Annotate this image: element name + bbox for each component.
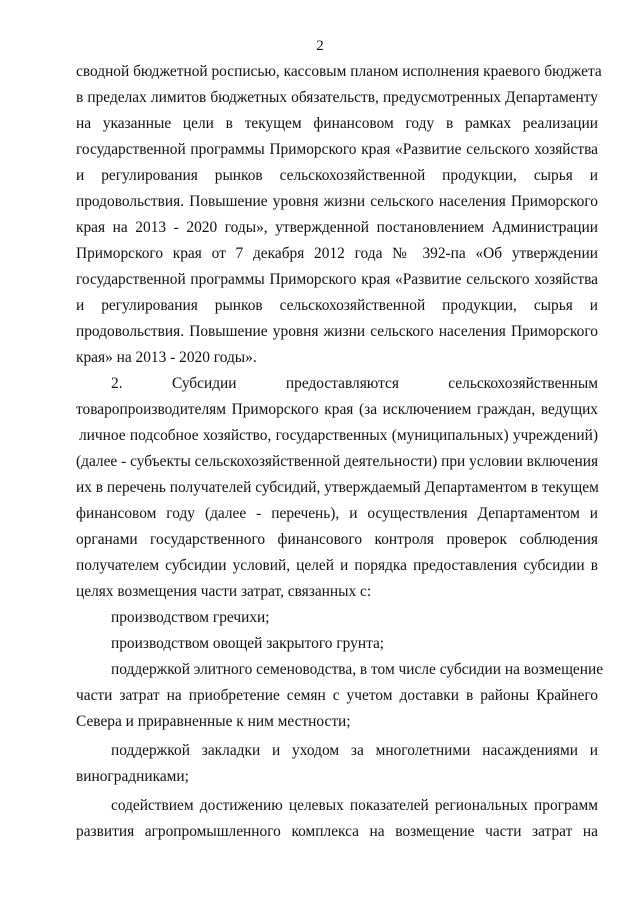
list-item: производством овощей закрытого грунта; xyxy=(111,635,385,652)
text-line: края» на 2013 - 2020 годы». xyxy=(76,349,257,366)
text-line: финансовом году (далее - перечень), и осуществления Департаментом и xyxy=(76,505,598,522)
text-line: части затрат на приобретение семян с учетом доставки в районы Крайнего xyxy=(76,687,598,704)
list-item: поддержкой элитного семеноводства, в том числе субсидии на возмещение xyxy=(111,661,604,678)
text-line: личное подсобное хозяйство, государственных (муниципальных) учреждений) xyxy=(79,427,598,444)
text-line: государственной программы Приморского края «Развитие сельского хозяйства xyxy=(76,271,598,288)
text-line: на указанные цели в текущем финансовом году в рамках реализации xyxy=(76,115,598,132)
text-line: товаропроизводителям Приморского края (за исключением граждан, ведущих xyxy=(76,401,598,418)
text-line: Севера и приравненные к ним местности; xyxy=(76,713,351,730)
paragraph-start-line: 2. Субсидии предоставляются сельскохозяйственным xyxy=(111,375,598,392)
text-line: (далее - субъекты сельскохозяйственной деятельности) при условии включения xyxy=(76,453,599,470)
text-line: их в перечень получателей субсидий, утверждаемый Департаментом в текущем xyxy=(76,479,599,496)
text-line: виноградниками; xyxy=(76,768,189,785)
text-line: в пределах лимитов бюджетных обязательств, предусмотренных Департаменту xyxy=(76,89,598,106)
list-item: поддержкой закладки и уходом за многолетними насаждениями и xyxy=(111,742,598,759)
text-line: органами государственного финансового контроля проверок соблюдения xyxy=(76,531,598,548)
text-line: и регулирования рынков сельскохозяйственной продукции, сырья и xyxy=(76,297,598,314)
text-line: продовольствия. Повышение уровня жизни сельского населения Приморского xyxy=(76,323,598,340)
list-item: производством гречихи; xyxy=(111,609,270,626)
list-item: содействием достижению целевых показателей региональных программ xyxy=(111,797,598,814)
text-line: развития агропромышленного комплекса на возмещение части затрат на xyxy=(76,823,598,840)
text-line: продовольствия. Повышение уровня жизни сельского населения Приморского xyxy=(76,193,598,210)
text-line: Приморского края от 7 декабря 2012 года № 392-па «Об утверждении xyxy=(76,245,598,262)
text-line: целях возмещения части затрат, связанных с: xyxy=(76,583,372,600)
text-line: получателем субсидии условий, целей и порядка предоставления субсидии в xyxy=(76,557,598,574)
text-line: края на 2013 - 2020 годы», утвержденной постановлением Администрации xyxy=(76,219,598,236)
text-line: и регулирования рынков сельскохозяйственной продукции, сырья и xyxy=(76,167,598,184)
text-line: сводной бюджетной росписью, кассовым планом исполнения краевого бюджета xyxy=(76,63,602,80)
text-line: государственной программы Приморского края «Развитие сельского хозяйства xyxy=(76,141,598,158)
page-number: 2 xyxy=(316,38,324,54)
